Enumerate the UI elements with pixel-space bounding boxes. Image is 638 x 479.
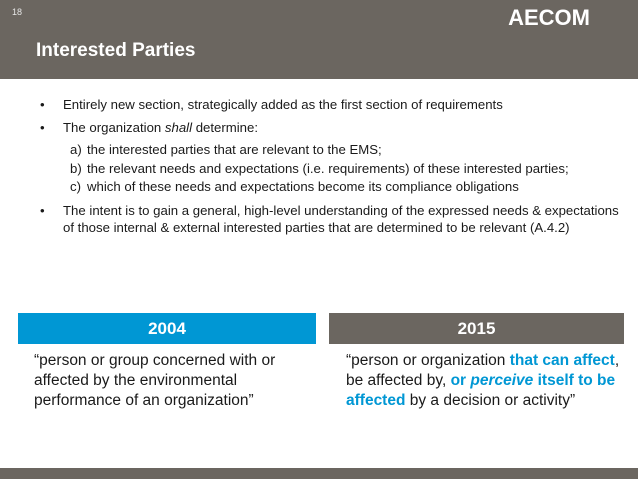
bullet-item-1: • Entirely new section, strategically added as the first section of requirements [40, 96, 620, 114]
def-text: “person or organization [346, 352, 510, 369]
sub-item-text: the relevant needs and expectations (i.e. requirements) of these interested parties; [87, 160, 569, 176]
content-body [40, 96, 620, 242]
definition-2015 [346, 351, 621, 410]
slide-number: 18 [12, 7, 23, 17]
def-text: by a decision or activity” [405, 391, 576, 409]
page-title: Interested Parties [36, 40, 196, 61]
sub-list [40, 141, 620, 196]
bullet-item-2 [40, 119, 620, 137]
footer-bar [0, 468, 638, 479]
bullet-item-3: • The intent is to gain a general, high-level understanding of the expressed needs & expectations of those internal & external interested parties that are determined to be relevant (A.4.2) [40, 202, 620, 237]
bullet-2-emphasis: shall [164, 119, 193, 135]
sub-item-text: which of these needs and expectations become its compliance obligations [87, 179, 519, 194]
sub-item-label: c) [70, 179, 81, 194]
header-bar [0, 0, 638, 79]
sub-item-label: b) [70, 160, 82, 176]
sub-item-a [40, 141, 620, 159]
def-highlight: that can affect [509, 352, 615, 369]
year-2015-banner: 2015 [329, 313, 624, 344]
sub-item-label: a) [70, 142, 82, 157]
bullet-2-text-end: determine: [192, 119, 259, 135]
company-logo: AECOM [508, 5, 590, 30]
sub-item-c [40, 178, 620, 196]
definition-2004: “person or group concerned with or affected by the environmental performance of an organization” [34, 352, 276, 409]
def-text: , be affected by, [346, 352, 620, 389]
def-highlight: or [450, 371, 467, 389]
sub-item-text: the interested parties that are relevant to the EMS; [87, 142, 382, 157]
bullet-2-text: The organization [63, 119, 165, 135]
def-highlight-italic: perceive [470, 371, 534, 389]
def-highlight: itself to be affected [346, 371, 616, 409]
sub-item-b [40, 160, 620, 178]
year-2004-banner: 2004 [18, 313, 316, 344]
